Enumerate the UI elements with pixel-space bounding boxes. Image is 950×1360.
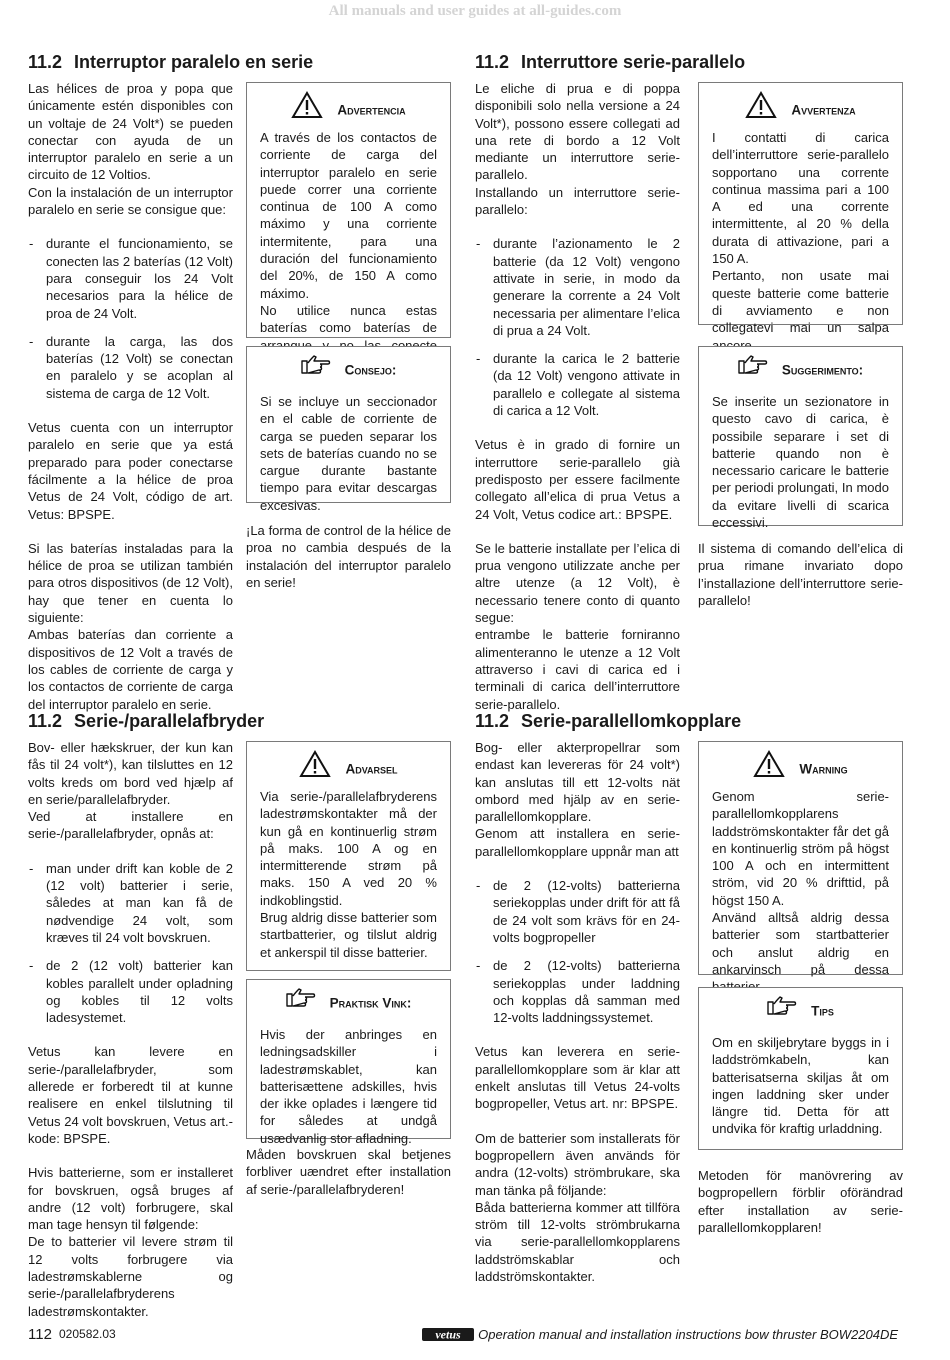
warning-text: Via serie-/parallelafbryderens ladestrømskontakter må der kun gå en kontinuerlig strøm på maks. 100 A og en intermitterende strøm på maks. 150 A ved 20 % indkoblingstid. Brug aldrig disse batterier som startbatterier, og tilslut aldrig et ankerspil til disse batterier. [260, 789, 437, 960]
section-title [475, 52, 745, 73]
warning-header [260, 750, 437, 780]
tip-box [246, 979, 451, 1146]
paragraph: Las hélices de proa y popa que únicamente estén disponibles con un voltaje de 24 Volt*) se pueden conectar con ayuda de un interruptor paralelo en serie a un circuito de 12 Voltios. [28, 81, 233, 183]
warning-header [712, 91, 889, 121]
paragraph: Vetus kan levere en serie-/parallelafbryder, som allerede er forberedt til at kunne realisere en enkel tilslutning til Vetus 24 volt bovskruen, Vetus art.-kode: BPSPE. [28, 1044, 233, 1146]
paragraph: Se le batterie installate per l’elica di prua vengono utilizzate anche per altre utenze (a 12 Volt), è necessario tenere conto di quanto segue: [475, 540, 680, 626]
main-text-column [475, 739, 680, 1302]
section-number: 11.2 [475, 52, 510, 72]
section-heading: Interruttore serie-parallelo [521, 52, 746, 72]
warning-triangle-icon [291, 91, 323, 130]
tip-label: Consejo: [344, 362, 397, 378]
paragraph: Hvis batterierne, som er installeret for bovskruen, også bruges af andre (12 volt) forbrugere, skal man tage hensyn til følgende: [28, 1165, 233, 1233]
paragraph: Con la instalación de un interruptor paralelo en serie se consigue que: [28, 184, 233, 218]
list-item: - durante la carga, las dos baterías (12 Volt) se conectan en paralelo y se acoplan al sistema de carga de 12 Volt. [28, 333, 233, 402]
list-item: - man under drift kan koble de 2 (12 volt) batterier i serie, således at man kan få de nødvendige 24 volt, som kræves til 24 volt bovskruen. [28, 860, 233, 946]
bullet-list [475, 235, 680, 419]
warning-label: Avvertenza [791, 102, 856, 118]
bullet-list [475, 877, 680, 1026]
main-text-column [475, 80, 680, 730]
tip-header [712, 996, 889, 1026]
main-text-column [28, 80, 233, 730]
paragraph: Båda batterierna kommer att tillföra ström till 12-volts strömbrukarna via serie-parallellomkopplarens laddströmskablar och laddströmskontakter. [475, 1199, 680, 1285]
warning-triangle-icon [753, 750, 785, 789]
paragraph: Installando un interruttore serie-parallelo: [475, 184, 680, 218]
tip-box [698, 987, 903, 1150]
closing-note [246, 1146, 451, 1215]
manual-title: Operation manual and installation instructions bow thruster BOW2204DE [478, 1327, 898, 1342]
list-item: - de 2 (12-volts) batterierna seriekopplas under drift för att få de 24 volt som krävs för en 24-volts bogpropeller [475, 877, 680, 946]
warning-text: Genom serie-parallellomkopplarens laddströmskontakter får det gå en kontinuerlig ström på högst 100 A och en intermittent ström, vid 20 % drifttid, på högst 150 A. Använd alltså aldrig dessa batterier som startbatterier och anslut aldrig en ankarvinsch på dessa [712, 789, 889, 977]
warning-label: Advarsel [345, 761, 398, 777]
watermark: All manuals and user guides at all-guides.com [328, 3, 622, 19]
tip-text: Hvis der anbringes en ledningsadskiller i ladestrømskablet, kan batterisættene adskilles, hvis der ikke oplades i længere tid for således at undgå usædvanlig stor afladning. [260, 1027, 437, 1146]
tip-text: Si se incluye un seccionador en el cable de corriente de carga se pueden separar los sets de baterías cuando no se cargue durante bastante tiempo para evitar descargas excesivas. [260, 394, 437, 513]
warning-box [698, 82, 903, 336]
paragraph: Vetus kan leverera en serie-parallellomkopplare som är klar att enkelt anslutas till Vetus 24-volts bogpropeller, Vetus art. nr: BPSPE. [475, 1044, 680, 1112]
pointing-hand-icon [767, 996, 797, 1027]
tip-text: Se inserite un sezionatore in questo cavo di carica, è possibile separare i set di batterie quando non è necessario caricare le batterie per periodi prolungati, In modo da evitare livelli di scarica eccessivi. [712, 394, 889, 531]
section-number: 11.2 [28, 52, 63, 72]
list-item: - durante la carica le 2 batterie (da 12 Volt) vengono attivate in parallelo e collegate al sistema di carica a 12 Volt. [475, 350, 680, 419]
paragraph: Bov- eller hækskruer, der kun kan fås til 24 volt*), kan tilsluttes en 12 volts kreds om bord ved hjælp af en serie/parallelafbryder. [28, 740, 233, 807]
paragraph: Il sistema di comando dell’elica di prua rimane invariato dopo l’installazione dell’interruttore serie-parallelo! [698, 541, 903, 608]
warning-text: A través de los contactos de corriente de carga del interruptor paralelo en serie puede correr una corriente continua de 100 A como máximo y una corriente intermitente, para una duración del funcionamiento del 20%, de 150 A como máximo. No utilice nunca estas baterías como baterías de [260, 130, 437, 336]
closing-note [246, 522, 451, 608]
paragraph: Metoden för manövrering av bogpropellern förblir oförändrad efter installation av serie-parallellomkopplaren! [698, 1168, 903, 1235]
svg-text:vetus: vetus [435, 1328, 461, 1341]
page-footer [28, 1326, 898, 1346]
tip-header [260, 355, 437, 385]
tip-box [246, 346, 451, 513]
paragraph: entrambe le batterie forniranno alimenteranno le utenze a 12 Volt attraverso i cavi di carica ed i terminali di carica dell’interruttore serie-parallelo. [475, 627, 680, 712]
warning-box [246, 741, 451, 971]
paragraph: Vetus è in grado di fornire un interruttore serie-parallelo già predisposto per essere facilmente collegato all’elica di prua Vetus a 24 Volt, Vetus codice art.: BPSPE. [475, 437, 680, 522]
paragraph: Bog- eller akterpropellrar som endast kan levereras för 24 volt*) kan anslutas till ett 12-volts nät ombord med hjälp av en serie-parallellomkopplare. [475, 740, 680, 825]
section-heading: Interruptor paralelo en serie [74, 52, 314, 72]
warning-triangle-icon [745, 91, 777, 130]
paragraph: Si las baterías instaladas para la hélice de proa se utilizan también para otros dispositivos (de 12 Volt), hay que tener en cuenta lo siguiente: [28, 540, 233, 626]
list-item: - de 2 (12-volts) batterierna seriekopplas under laddning och kopplas då samman med 12-volts laddningssystemet. [475, 957, 680, 1026]
paragraph: Ambas baterías dan corriente a dispositivos de 12 Volt a través de los cables de corriente de carga y los contactos de corriente de carga del interruptor paralelo en serie. [28, 627, 233, 712]
section-title [28, 711, 264, 732]
tip-label: Suggerimento: [781, 362, 864, 378]
section-number: 11.2 [28, 711, 63, 731]
warning-header [712, 750, 889, 780]
paragraph: Vetus cuenta con un interruptor paralelo en serie que ya está preparado para poder conectarse fácilmente a la hélice de proa Vetus de 24 Volt, código de art. Vetus: BPSPE. [28, 420, 233, 522]
section-number: 11.2 [475, 711, 510, 731]
section-heading: Serie-parallellomkopplare [521, 711, 742, 731]
paragraph: Måden bovskruen skal betjenes forbliver uændret efter installation af serie-/parallelafbryderen! [246, 1147, 451, 1197]
warning-label: Warning [799, 761, 848, 777]
paragraph: Genom att installera en serie-parallellomkopplare uppnår man att [475, 826, 680, 859]
warning-triangle-icon [299, 750, 331, 789]
list-item: - de 2 (12 volt) batterier kan kobles parallelt under opladning og kobles til 12 volts ladesystemet. [28, 957, 233, 1026]
paragraph: ¡La forma de control de la hélice de proa no cambia después de la instalación del interruptor paralelo en serie! [246, 523, 451, 590]
warning-box [698, 741, 903, 975]
page-number: 112 [28, 1326, 52, 1343]
section-title [28, 52, 313, 73]
warning-header [260, 91, 437, 121]
tip-header [260, 988, 437, 1018]
tip-label: Tips [811, 1003, 834, 1019]
main-text-column [28, 739, 233, 1337]
section-heading: Serie-/parallelafbryder [74, 711, 265, 731]
warning-box [246, 82, 451, 338]
pointing-hand-icon [738, 355, 768, 386]
list-item: - durante el funcionamiento, se conecten las 2 baterías (12 Volt) para conseguir los 24 Volt necesarios para la hélice de proa de 24 Volt. [28, 235, 233, 321]
section-title [475, 711, 741, 732]
document-code: 020582.03 [59, 1327, 116, 1341]
tip-header [712, 355, 889, 385]
paragraph: Om de batterier som installerats för bogpropellern även används för andra (12-volts) strömbrukare, ska man tänka på följande: [475, 1130, 680, 1198]
paragraph: De to batterier vil levere strøm til 12 volts forbrugere via ladestrømskablerne og serie-/parallelafbryderens ladestrømskontakter. [28, 1234, 233, 1319]
tip-text: Om en skiljebrytare byggs in i laddströmkabeln, kan batterisatserna skiljas åt om ingen laddning sker under längre tid. Detta för att undvika för kraftig urladdning. [712, 1035, 889, 1137]
footer-title [422, 1327, 898, 1342]
closing-note [698, 1167, 903, 1253]
warning-text: I contatti di carica dell’interruttore serie-parallelo sopportano una corrente continua massima pari a 100 A ed una corrente intermittente, al 20 % della durata di attivazione, pari a 150 A. Pertanto, non usate mai queste batterie come batterie di avviamento e non collegatevi mai un salpa [712, 130, 889, 336]
pointing-hand-icon [286, 988, 316, 1019]
pointing-hand-icon [301, 355, 331, 386]
tip-box [698, 346, 903, 531]
paragraph: Ved at installere en serie-/parallelafbryder, opnås at: [28, 809, 233, 842]
list-item: - durante l’azionamento le 2 batterie (da 12 Volt) vengono attivate in serie, in modo da generare la corrente a 24 Volt necessaria per alimentare l’elica di prua a 24 Volt. [475, 235, 680, 339]
vetus-logo-icon [422, 1328, 474, 1341]
bullet-list [28, 235, 233, 402]
paragraph: Le eliche di prua e di poppa disponibili solo nella versione a 24 Volt*), possono essere collegati ad una rete di bordo a 12 Volt mediante un interruttore serie-parallelo. [475, 81, 680, 183]
closing-note [698, 540, 903, 626]
tip-label: Praktisk Vink: [329, 995, 412, 1011]
warning-label: Advertencia [337, 102, 406, 118]
bullet-list [28, 860, 233, 1027]
